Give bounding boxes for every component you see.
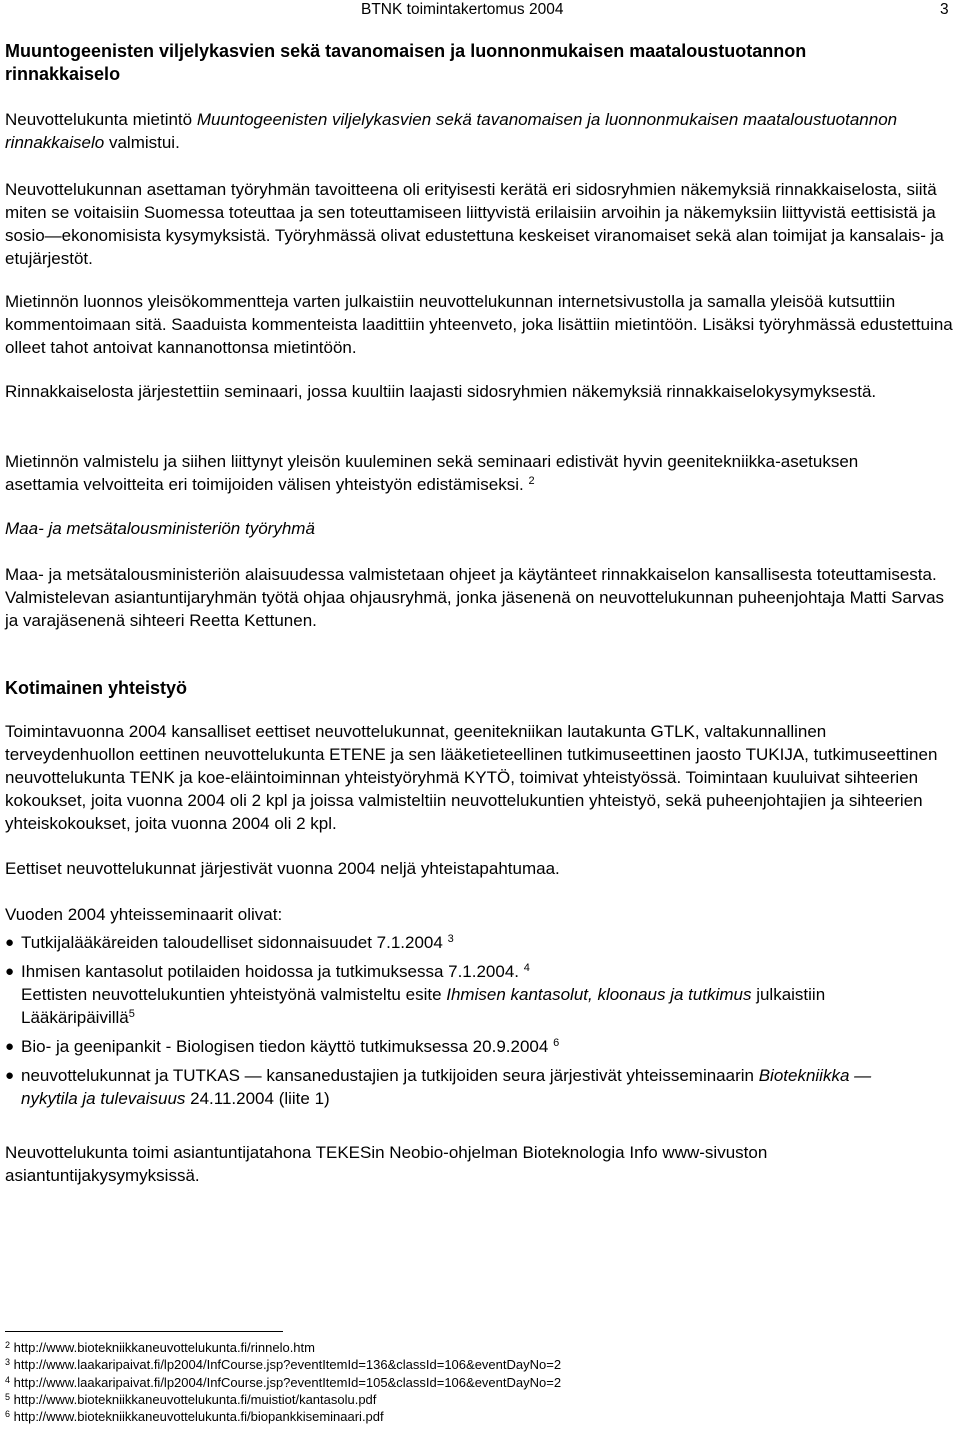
section-heading-kotimainen: Kotimainen yhteistyö bbox=[5, 678, 188, 698]
seminar-title: Biotekniikka — nykytila ja tulevaisuus bbox=[21, 1066, 872, 1108]
footnote-number: 5 bbox=[5, 1391, 11, 1402]
seminar-list bbox=[5, 931, 905, 1110]
report-title: Muuntogeenisten viljelykasvien sekä tavanomaisen ja luonnonmukaisen maataloustuotannon rinnakkaiselo bbox=[5, 110, 898, 152]
section-heading-rinnakkaiselo: Muuntogeenisten viljelykasvien sekä tavanomaisen ja luonnonmukaisen maataloustuotannon rinnakkaiselo bbox=[5, 41, 807, 84]
paragraph-yhteistapahtumat: Eettiset neuvottelukunnat järjestivät vuonna 2004 neljä yhteistapahtumaa. bbox=[5, 859, 560, 878]
list-item-text: julkaistiin Lääkäripäivillä bbox=[21, 985, 826, 1027]
subheading-mmm-tyoryhma: Maa- ja metsätalousministeriön työryhmä bbox=[5, 519, 315, 538]
footnote-url[interactable]: http://www.biotekniikkaneuvottelukunta.fi/rinnelo.htm bbox=[13, 1340, 315, 1355]
list-item bbox=[5, 1035, 905, 1058]
paragraph-mmm: Maa- ja metsätalousministeriön alaisuudessa valmistetaan ohjeet ja käytänteet rinnakkaiselon kansallisesta toteuttamisesta. Valmistelevan asiantuntijaryhmän työtä ohjaa ohjausryhmä, jonka jäsenenä on neuvottelukunnan puheenjohtaja Matti Sarvas ja varajäsenenä sihteeri Reetta Kettunen. bbox=[5, 565, 945, 630]
paragraph-tyoryhma: Neuvottelukunnan asettaman työryhmän tavoitteena oli erityisesti kerätä eri sidosryhmien näkemyksiä rinnakkaiselosta, siitä miten se voitaisiin Suomessa toteuttaa ja sen toteuttamiseen liittyvistä erilaisiin arvoihin ja näkemyksiin liittyvistä eettisistä ja sosio—ekonomisista kysymyksistä. Työryhmässä olivat edustettuna keskeiset viranomaiset sekä alan toimijat ja kansalais- ja etujärjestöt. bbox=[5, 180, 944, 268]
paragraph-luonnos: Mietinnön luonnos yleisökommentteja varten julkaistiin neuvottelukunnan internetsivustolla ja samalla yleisöä kutsuttiin kommentoimaan sitä. Saaduista kommenteista laadittiin yhteenveto, joka lisättiin mietintöön. Lisäksi työryhmässä edustettuina olleet tahot antoivat kannanottonsa mietintöön. bbox=[5, 292, 953, 357]
footnote-ref-4: 4 bbox=[523, 962, 530, 974]
footnote bbox=[5, 1374, 905, 1391]
running-header-title: BTNK toimintakertomus 2004 bbox=[361, 1, 564, 18]
footnote-number: 2 bbox=[5, 1340, 11, 1350]
footnote-ref-2: 2 bbox=[528, 475, 535, 487]
footnote-ref-6: 6 bbox=[553, 1037, 560, 1049]
bullet-icon: ● bbox=[5, 963, 15, 980]
bullet-icon: ● bbox=[5, 1067, 15, 1084]
paragraph-tekes: Neuvottelukunta toimi asiantuntijatahona TEKESin Neobio-ohjelman Bioteknologia Info www-sivuston asiantuntijakysymyksissä. bbox=[5, 1143, 768, 1185]
page-number: 3 bbox=[940, 1, 949, 18]
paragraph-toimintavuonna: Toimintavuonna 2004 kansalliset eettiset neuvottelukunnat, geenitekniikan lautakunta GTLK, valtakunnallinen terveydenhuollon eettinen neuvottelukunta ETENE ja sen lääketieteellinen tutkimuseettinen jaosto TUKIJA, tutkimuseettinen neuvottelukunta TENK ja koe-eläintoiminnan yhteistyöryhmä KYTÖ, toimivat yhteistyössä. Toimintaan kuuluivat sihteerien kokoukset, joita vuonna 2004 oli 2 kpl ja joissa valmisteltiin neuvottelukuntien yhteistyö, sekä puheenjohtajien ja sihteerien yhteiskokoukset, joita vuonna 2004 oli 2 kpl. bbox=[5, 722, 938, 833]
brochure-title: Ihmisen kantasolut, kloonaus ja tutkimus bbox=[446, 985, 752, 1004]
footnote-divider bbox=[5, 1331, 283, 1332]
paragraph-mietinto bbox=[5, 108, 905, 154]
footnote-number: 3 bbox=[5, 1357, 11, 1368]
paragraph-valmistelu bbox=[5, 450, 915, 496]
list-item-text: neuvottelukunnat ja TUTKAS — kansanedustajien ja tutkijoiden seura järjestivät yhteisseminaarin bbox=[21, 1066, 759, 1085]
footnote-url[interactable]: http://www.laakaripaivat.fi/lp2004/InfCourse.jsp?eventItemId=105&classId=106&eventDayNo=2 bbox=[13, 1374, 562, 1390]
list-item bbox=[5, 931, 905, 954]
paragraph-prefix: Neuvottelukunta mietintö bbox=[5, 110, 197, 129]
footnote bbox=[5, 1339, 905, 1356]
list-item-text: Ihmisen kantasolut potilaiden hoidossa ja tutkimuksessa 7.1.2004. bbox=[21, 962, 520, 981]
footnote-ref-3: 3 bbox=[447, 933, 454, 945]
footnote-url[interactable]: http://www.laakaripaivat.fi/lp2004/InfCourse.jsp?eventItemId=136&classId=106&eventDayNo=2 bbox=[13, 1357, 562, 1373]
paragraph-seminaari: Rinnakkaiselosta järjestettiin seminaari, jossa kuultiin laajasti sidosryhmien näkemyksiä rinnakkaiselokysymyksestä. bbox=[5, 382, 877, 401]
bullet-icon: ● bbox=[5, 1038, 15, 1055]
list-item-text: Eettisten neuvottelukuntien yhteistyönä valmisteltu esite bbox=[21, 985, 447, 1004]
footnote bbox=[5, 1356, 905, 1373]
footnote-url[interactable]: http://www.biotekniikkaneuvottelukunta.fi/muistiot/kantasolu.pdf bbox=[13, 1391, 377, 1407]
paragraph-seminaarit-intro: Vuoden 2004 yhteisseminaarit olivat: bbox=[5, 905, 283, 924]
paragraph-suffix: valmistui. bbox=[104, 133, 180, 152]
footnote-number: 6 bbox=[5, 1409, 11, 1420]
footnote bbox=[5, 1408, 905, 1425]
list-item bbox=[5, 1064, 901, 1110]
list-item-text: Bio- ja geenipankit - Biologisen tiedon käyttö tutkimuksessa 20.9.2004 bbox=[21, 1037, 549, 1056]
footnote bbox=[5, 1391, 905, 1408]
bullet-icon: ● bbox=[5, 934, 15, 951]
list-item-text: Tutkijalääkäreiden taloudelliset sidonnaisuudet 7.1.2004 bbox=[21, 933, 443, 952]
paragraph-text: Mietinnön valmistelu ja siihen liittynyt yleisön kuuleminen sekä seminaari edistivät hyvin geenitekniikka-asetuksen asettamia velvoitteita eri toimijoiden välisen yhteistyön edistämiseksi. bbox=[5, 452, 859, 494]
footnote-number: 4 bbox=[5, 1374, 11, 1385]
list-item-text: 24.11.2004 (liite 1) bbox=[185, 1089, 330, 1108]
footnote-ref-5: 5 bbox=[128, 1008, 135, 1020]
footnotes bbox=[5, 1339, 905, 1425]
footnote-url[interactable]: http://www.biotekniikkaneuvottelukunta.fi/biopankkiseminaari.pdf bbox=[13, 1409, 384, 1425]
list-item bbox=[5, 960, 905, 1029]
